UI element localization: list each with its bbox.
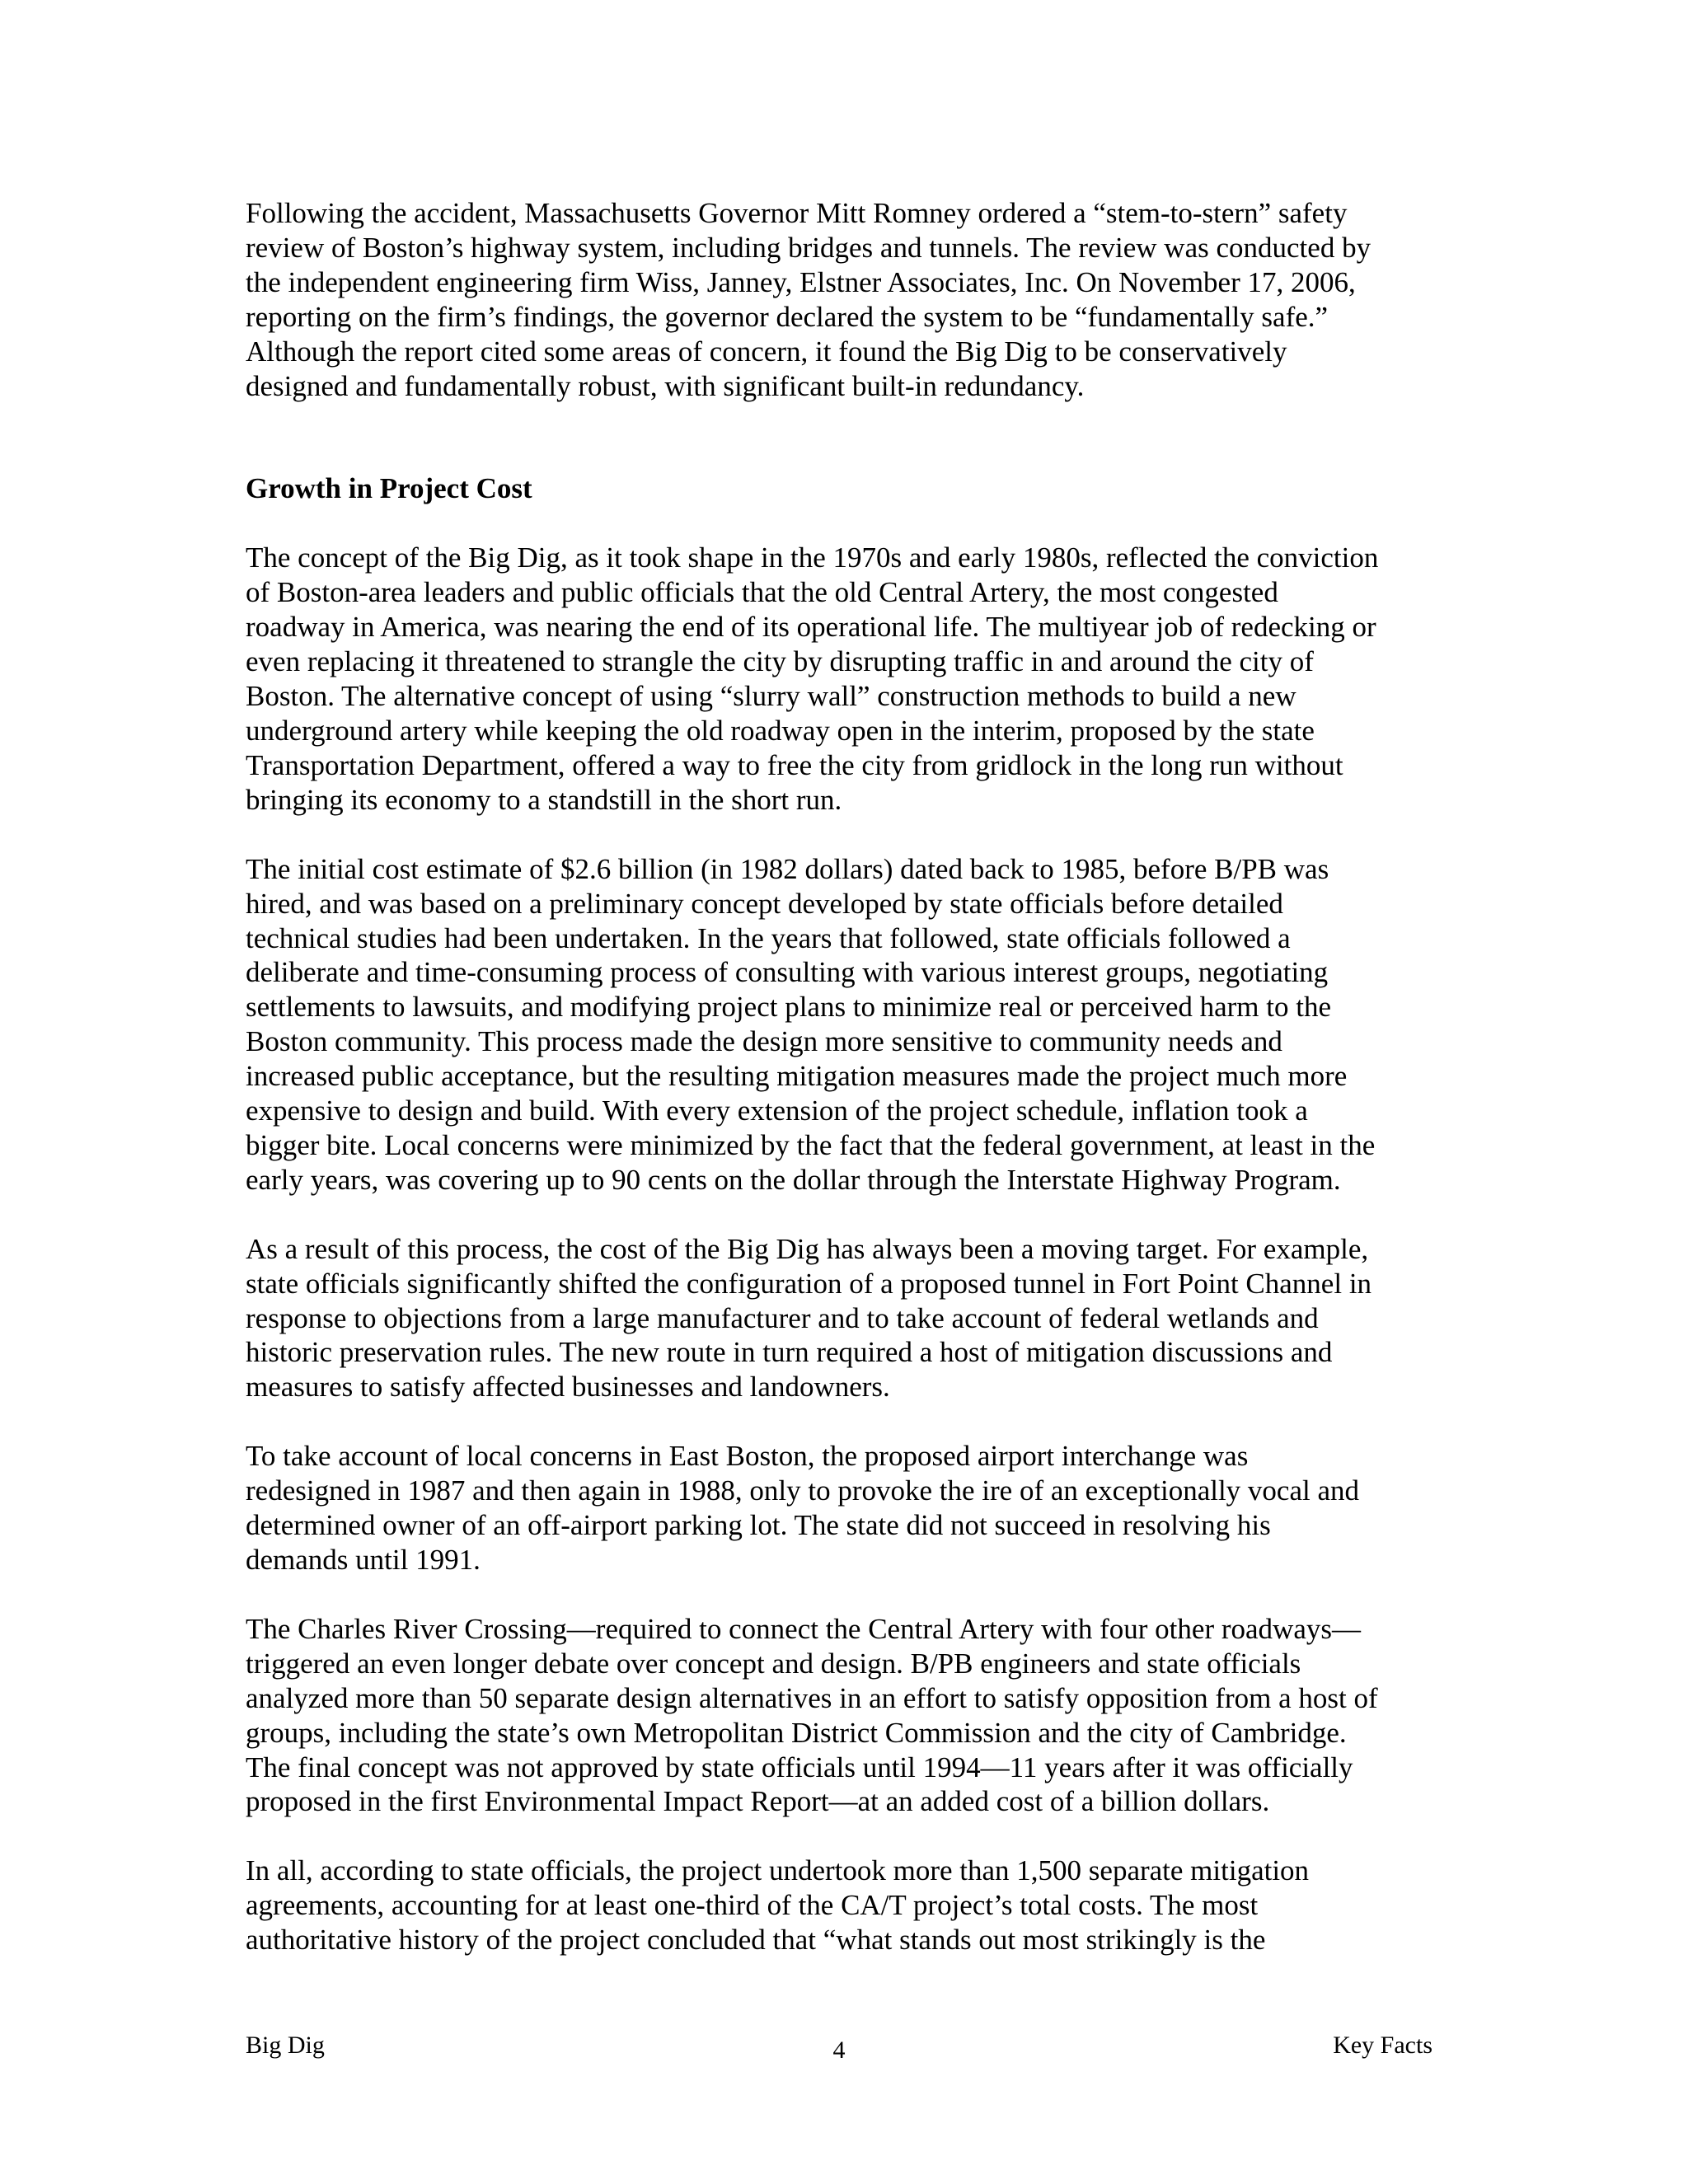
document-body [246,196,1432,1957]
paragraph-east-boston: To take account of local concerns in East Boston, the proposed airport interchange was redesigned in 1987 and then again in 1988, only to provoke the ire of an exceptionally vocal and determined owner of an off-airport parking lot. The state did not succeed in resolving his demands until 1991. [246,1440,1360,1576]
paragraph-mitigation: In all, according to state officials, the project undertook more than 1,500 separate mitigation agreements, accounting for at least one-third of the CA/T project’s total costs. The most authoritative history of the project concluded that “what stands out most strikingly is the [246,1854,1310,1957]
spacer [246,1577,1432,1612]
footer-page-number: 4 [832,2036,846,2064]
spacer [246,1819,1432,1854]
spacer [246,1197,1432,1232]
footer-document-title: Big Dig [246,2032,325,2059]
spacer [246,403,1432,471]
page-footer [246,2027,1432,2064]
spacer [246,506,1432,541]
section-heading: Growth in Project Cost [246,472,532,505]
paragraph-moving-target: As a result of this process, the cost of the Big Dig has always been a moving target. For example, state officials significantly shifted the configuration of a proposed tunnel in Fort Point Channel in response to objections from a large manufacturer and to take account of federal wetlands and historic preservation rules. The new route in turn required a host of mitigation discussions and measures to satisfy affected businesses and landowners. [246,1232,1372,1404]
paragraph-safety-review: Following the accident, Massachusetts Governor Mitt Romney ordered a “stem-to-stern” safety review of Boston’s highway system, including bridges and tunnels. The review was conducted by the independent engineering firm Wiss, Janney, Elstner Associates, Inc. On November 17, 2006, reporting on the firm’s findings, the governor declared the system to be “fundamentally safe.” Although the report cited some areas of concern, it found the Big Dig to be conservatively designed and fundamentally robust, with significant built-in redundancy. [246,197,1372,402]
paragraph-initial-cost: The initial cost estimate of $2.6 billion (in 1982 dollars) dated back to 1985, before B/PB was hired, and was based on a preliminary concept developed by state officials before detailed technical studies had been undertaken. In the years that followed, state officials followed a deliberate and time-consuming process of consulting with various interest groups, negotiating settlements to lawsuits, and modifying project plans to minimize real or perceived harm to the Boston community. This process made the design more sensitive to community needs and increased public acceptance, but the resulting mitigation measures made the project much more expensive to design and build. With every extension of the project schedule, inflation took a bigger bite. Local concerns were minimized by the fact that the federal government, at least in the early years, was covering up to 90 cents on the dollar through the Interstate Highway Program. [246,852,1376,1196]
paragraph-charles-river: The Charles River Crossing—required to connect the Central Artery with four other roadways— triggered an even longer debate over concept and design. B/PB engineers and state officials analyzed more than 50 separate design alternatives in an effort to satisfy opposition from a host of groups, including the state’s own Metropolitan District Commission and the city of Cambridge. The final concept was not approved by state officials until 1994—11 years after it was officially proposed in the first Environmental Impact Report—at an added cost of a billion dollars. [246,1612,1378,1818]
footer-section-title: Key Facts [1333,2032,1432,2059]
paragraph-concept: The concept of the Big Dig, as it took shape in the 1970s and early 1980s, reflected the conviction of Boston-area leaders and public officials that the old Central Artery, the most congested roadway in America, was nearing the end of its operational life. The multiyear job of redecking or even replacing it threatened to strangle the city by disrupting traffic in and around the city of Boston. The alternative concept of using “slurry wall” construction methods to build a new underground artery while keeping the old roadway open in the interim, proposed by the state Transportation Department, offered a way to free the city from gridlock in the long run without bringing its economy to a standstill in the short run. [246,541,1379,816]
spacer [246,1404,1432,1439]
spacer [246,818,1432,852]
